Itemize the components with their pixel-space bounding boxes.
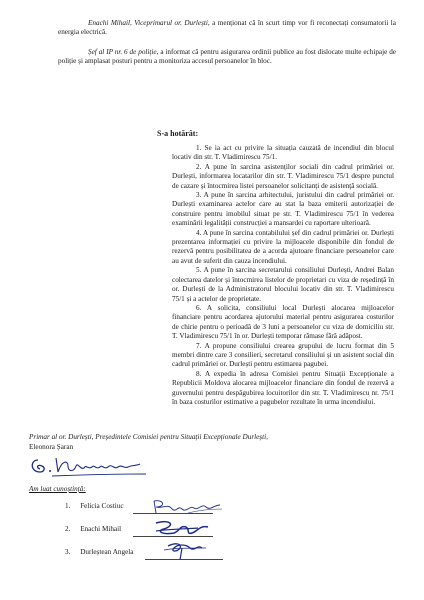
decisions-list bbox=[172, 144, 394, 407]
intro-text-2: , a informat că pentru asigurarea ordinii publice au fost dislocate multe echipaje de poliție și amplasat posturi pentru a monitoriza accesul persoanelor în bloc. bbox=[58, 48, 396, 66]
intro-paragraph-2 bbox=[58, 48, 396, 67]
person-name: Durleștean Angela bbox=[80, 548, 134, 556]
signature-durlestean bbox=[160, 538, 220, 562]
signatory-title: Primar al or. Durlești, Președintele Comisiei pentru Situații Excepționale Durlești, bbox=[29, 433, 268, 441]
acknowledged-label: Am luat cunoștință: bbox=[29, 485, 86, 493]
decision-header: S-a hotărât: bbox=[157, 129, 199, 138]
list-number: 1. bbox=[65, 502, 71, 510]
list-number: 3. bbox=[65, 548, 71, 556]
decision-item: 1. Se ia act cu privire la situația cauzată de incendiul din blocul locativ din str. T. Vladimirescu 75/1. bbox=[172, 144, 394, 162]
person-name: Felicia Costiuc bbox=[80, 502, 124, 510]
intro-text-1: , a menționat că în scurt timp vor fi reconectați consumatorii la energia electrică. bbox=[58, 19, 396, 37]
decision-item: 5. A pune în sarcina secretarului consiliului Durlești, Andrei Balan colectarea datelor și întocmirea listelor de proprietari cu viza de reședință în or. Durlești de la Administratorul blocului locativ din str. T. Vladimirescu 75/1 și a actelor de proprietate. bbox=[172, 266, 394, 303]
person-name: Enachi Mihail bbox=[80, 525, 122, 533]
signatory-name: Eleonora Șaran bbox=[29, 443, 74, 451]
signature-costiuc bbox=[150, 497, 230, 519]
decision-item: 2. A pune în sarcina asistenților sociali din cadrul primăriei or. Durlești, informarea locatarilor din str. T. Vladimirescu 75/1 despre punctul de cazare și întocmirea listei persoanelor solicitanți de asistență socială. bbox=[172, 162, 394, 190]
decision-item: 3. A pune în sarcina arhitectului, juristului din cadrul primăriei or. Durlești examinarea actelor care au stat la baza emiterii autorizației de construire pentru imobilul situat pe str. T. Vladimirescu 75/1 în vederea examinării legalității construcției a mansardei cu raportare ulterioară. bbox=[172, 191, 394, 228]
mayor-signature bbox=[28, 452, 158, 480]
intro-paragraph-1 bbox=[58, 19, 396, 38]
intro-speaker-2: Șef al IP nr. 6 de poliție bbox=[88, 48, 157, 56]
list-number: 2. bbox=[65, 525, 71, 533]
intro-speaker-1: Enachi Mihail, Viceprimarul or. Durlești bbox=[88, 19, 208, 27]
decision-item: 7. A propune consiliului crearea grupului de lucru format din 5 membri dintre care 3 consilieri, secretarul consiliului și un asistent social din cadrul primăriei or. Durlești pentru estimarea pagubei. bbox=[172, 341, 394, 369]
decision-item: 6. A solicita, consiliului local Durlești alocarea mijloacelor financiare pentru acordarea ajutorului material pentru asigurarea costurilor de chirie pentru o perioadă de 3 luni a persoanelor cu viza de domiciliu str. T. Vladimirescu 75/1 în or. Durlești temporar rămase fără adăpost. bbox=[172, 303, 394, 341]
decision-item: 4. A pune în sarcina contabilului șef din cadrul primăriei or. Durlești prezentarea informației cu privire la mijloacele disponibile din fondul de rezervă pentru posibilitatea de a acorda ajutoare financiare persoanelor care au avut de suferit din cauza incendiului. bbox=[172, 228, 394, 265]
decision-item: 8. A expedia în adresa Comisiei pentru Situații Excepționale a Republicii Moldova alocarea mijloacelor financiare din fondul de rezervă a guvernului pentru despăgubirea locuitorilor din str. T. Vladimirescu nr. 75/1 în baza costurilor estimative a pagubelor rezultate în urma incendiului. bbox=[172, 369, 394, 406]
